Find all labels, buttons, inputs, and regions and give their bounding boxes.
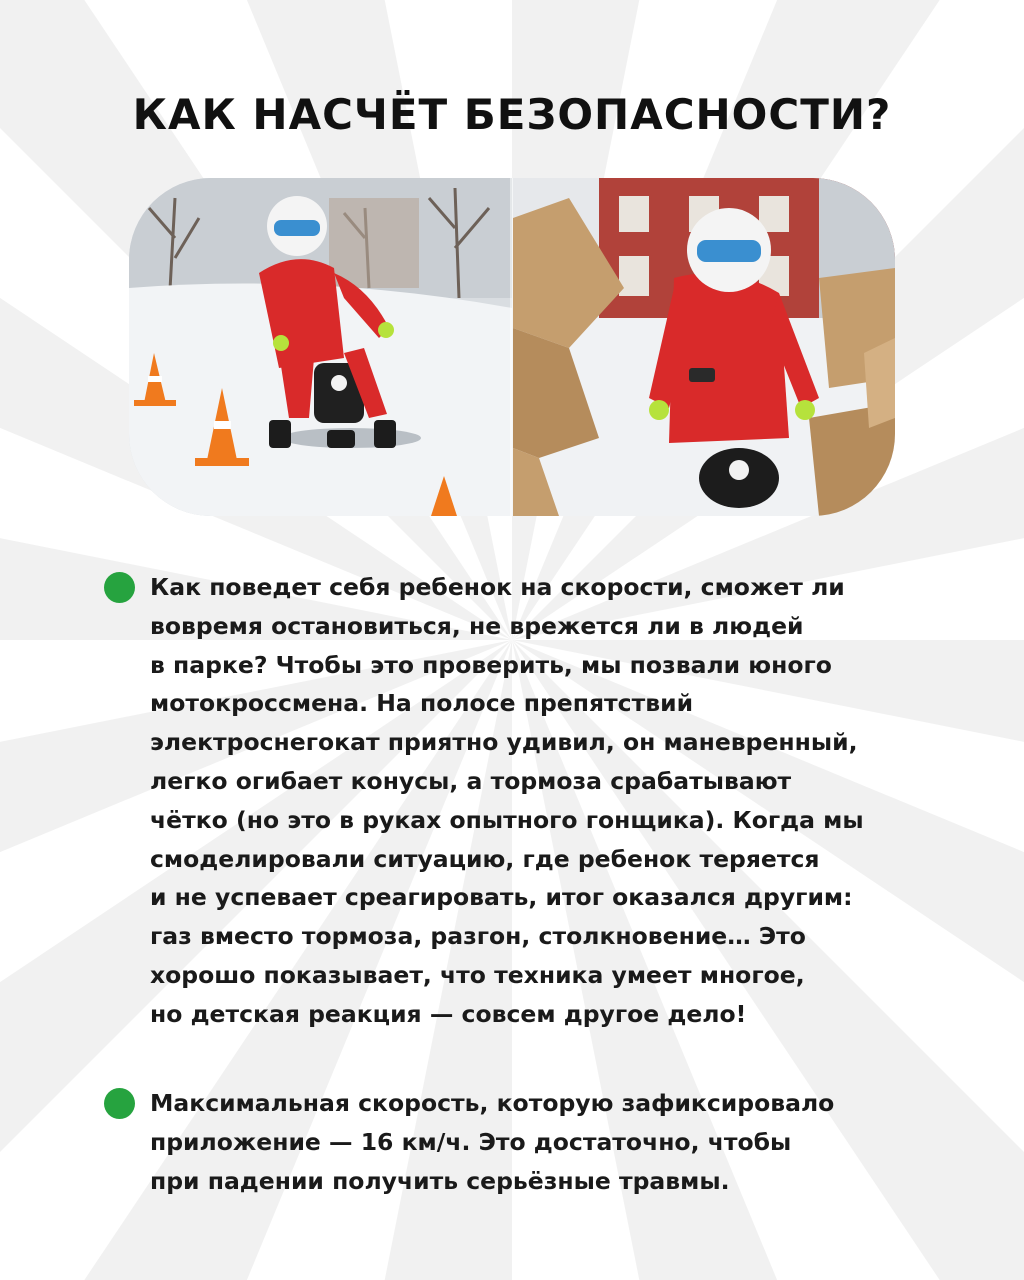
page-title: КАК НАСЧЁТ БЕЗОПАСНОСТИ? [132,90,892,139]
left-photo [129,178,512,516]
bullet-text: Максимальная скорость, которую зафиксировало приложение — 16 км/ч. Это достаточно, чтобы при падении получить серьёзные травмы. [150,1089,835,1195]
bullet-dot-icon [104,572,135,603]
bullet-text: Как поведет себя ребенок на скорости, сможет ли вовремя остановиться, не врежется ли в людей в парке? Чтобы это проверить, мы позвали юного мотокроссмена. На полосе препятствий электроснегокат приятно удивил, он маневренный, легко огибает конусы, а тормоза срабатывают чётко (но это в руках опытного гонщика). Когда мы смоделировали ситуацию, где ребенок теряется и не успевает среагировать, итог оказался другим: газ вместо тормоза, разгон, столкновение… Это хорошо показывает, что техника умеет многое, но детская реакция — совсем другое дело! [150,573,864,1028]
right-photo [513,178,895,516]
bullet-dot-icon [104,1088,135,1119]
photo-collage [129,178,895,516]
